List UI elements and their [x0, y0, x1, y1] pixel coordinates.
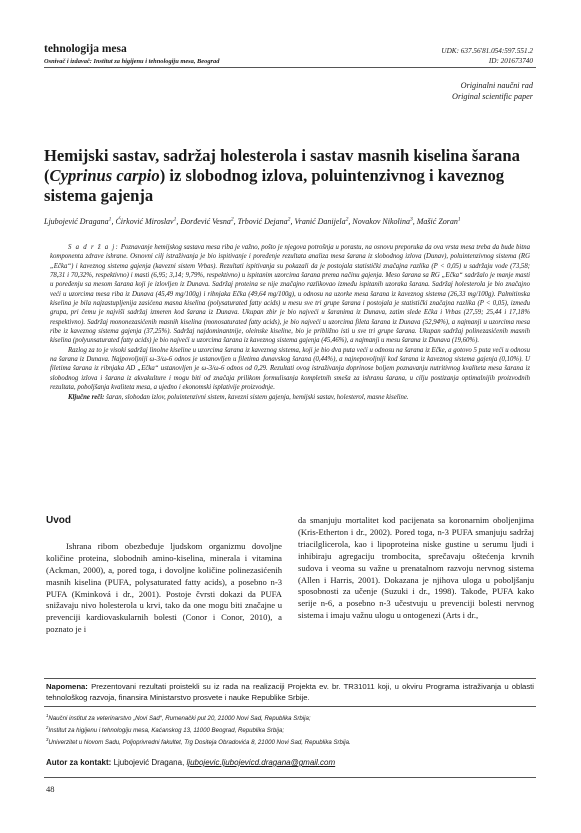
- author-affiliation-mark: 3: [409, 216, 413, 223]
- affiliation-row: [46, 725, 536, 737]
- intro-text-left: Ishrana ribom obezbeđuje ljudskom organizmu dovoljne količine proteina, slobodnih amino-kiselina, minerala i vitamina (Ackman, 2000), a, pored toga, i dovoljne količine polinezasićenih masnih kiselina (PUFA, polysaturated fatty acids), a posebno n-3 PUFA (Kminková i dr., 2001). Postoje čvrsti dokazi da PUFA snižavaju nivo holesterola u krvi, tako da one mogu biti značajne u prevenciji kardiovaskularnih bolesti (Conor i Conor, 2010), a poznato je i: [46, 540, 282, 635]
- author-separator: ,: [111, 217, 116, 226]
- title-part-2: ) iz slobodnog izlova, poluintenzivnog i kaveznog sistema gajenja: [44, 166, 505, 205]
- title-part-1: Hemijski sastav, sadržaj holesterola i sastav masnih kiselina šarana (: [44, 146, 520, 185]
- note-rule: [44, 678, 536, 679]
- author-name: Ljubojević Dragana: [44, 217, 109, 226]
- author-separator: ,: [348, 217, 353, 226]
- affiliation-row: [46, 713, 536, 725]
- udk-code: UDK: 637.56'81.054:597.551.2: [441, 47, 533, 55]
- intro-text-right: da smanjuju mortalitet kod pacijenata sa koronarnim oboljenjima (Kris-Etherton i dr., 2002). Pored toga, n-3 PUFA smanjuju sadržaj triacilglicerola, kao i lipoproteina niske gustine u serumu ljudi i inhibiraju agregaciju trombocita, sprečavaju oštećenja krvnih sudova i veoma su važne u prenatalnom razvoju nervnog sistema (Allen i Harris, 2001). Dokazana je njihova uloga u poboljšanju sposobnosti za učenje (Suzuki i dr., 1998). Takođe, PUFA kako serije n-6, a posebno n-3 učestvuju u prevenciji bolesti nervnog sistema i imaju važnu ulogu u ontogenezi (Arts i dr.,: [298, 515, 534, 621]
- paper-title: [44, 146, 524, 206]
- funding-note: [46, 681, 534, 703]
- author-name: Mašić Zoran: [416, 217, 458, 226]
- author-affiliation-mark: 2: [345, 216, 349, 223]
- section-heading: Uvod: [46, 515, 71, 526]
- article-id: ID: 201673740: [488, 57, 533, 65]
- author-list: [44, 216, 524, 227]
- paper-type-local: Originalni naučni rad: [460, 81, 533, 90]
- keywords-label: Ključne reči:: [68, 393, 105, 401]
- affiliation-mark: 1: [46, 712, 49, 718]
- publisher-line: Osnivač i izdavač: Institut za higijenu i tehnologiju mesa, Beograd: [44, 58, 220, 65]
- keywords-list: šaran, slobodan izlov, poluintenzivni sistem, kavezni sistem gajenja, hemijski sastav, holesterol, masne kiseline.: [106, 393, 409, 401]
- contact-name: Ljubojević Dragana,: [113, 758, 185, 767]
- author-separator: ,: [290, 217, 295, 226]
- column-left: [46, 515, 282, 636]
- affiliation-mark: 3: [46, 736, 49, 742]
- paper-type: [452, 80, 533, 102]
- footer-rule: [44, 777, 536, 778]
- author-separator: ,: [412, 217, 417, 226]
- author-separator: ,: [233, 217, 238, 226]
- affiliation-mark: 2: [46, 724, 49, 730]
- author-affiliation-mark: 1: [457, 216, 461, 223]
- author-name: Trbović Dejana: [237, 217, 288, 226]
- author-name: Vranić Danijela: [294, 217, 346, 226]
- author-affiliation-mark: 1: [108, 216, 112, 223]
- note-text: Prezentovani rezultati proistekli su iz rada na realizaciji Projekta ev. br. TR31011 koji, u okviru Programa istraživanja u oblasti tehnološkog razvoja, finansira Ministarstvo prosvete i nauke Republike Srbije.: [46, 682, 535, 702]
- classification-block: [441, 46, 533, 66]
- page-number: 48: [46, 784, 55, 794]
- affiliations: [46, 713, 536, 748]
- abstract: [50, 243, 530, 402]
- affiliation-text: Institut za higijenu i tehnologiju mesa, Kaćanskog 13, 11000 Beograd, Republika Srbija;: [48, 726, 285, 734]
- contact-label: Autor za kontakt:: [46, 758, 112, 767]
- abstract-label: S a d r ž a j:: [68, 244, 119, 251]
- title-species: Cyprinus carpio: [49, 166, 160, 185]
- contact-email[interactable]: ljubojevic.ljubojevicd.dragana@gmail.com: [186, 758, 336, 767]
- author-name: Đorđević Vesna: [180, 217, 231, 226]
- affiliation-text: Naučni institut za veterinarstvo „Novi Sad“, Rumenački put 20, 21000 Novi Sad, Republika Srbija;: [48, 715, 311, 722]
- journal-title: tehnologija mesa: [44, 43, 127, 55]
- affiliation-rule: [44, 706, 536, 707]
- author-affiliation-mark: 1: [173, 216, 177, 223]
- abstract-paragraph-1: Poznavanje hemijskog sastava mesa riba je važno, pošto je njegova potrošnja u porastu, na osnovu preporuka da ova vrsta mesa treba da bude bitna komponenta zdrave ishrane. Osnovni cilj istraživanja je bio ispitivanje i poređenje rezultata analiza mesa šarana iz slobodnog izlova (Dunav), poluintenzivnog sistema (RG „Ečka“) i kaveznog sistema gajenja (kavezni sistem Vrbas). Rezultati ispitivanja su pokazali da je postojala statistički značajna razlika (P < 0,05) u sadržaju vode (73,58; 78,31 i 70,32%, respektivno) i masti (6,95; 3,14; 9,79%, respektivno) u ispitanim uzorcima šarana prema načinu gajenja. Meso šarana sa RG „Ečka“ sadržalo je manje masti u poređenju sa mesom šarana koji je izlovljen iz Dunava. Sadržaj proteina se nije značajno razlikovao između ispitanih uzoraka šarana. Sadržaj holesterola je bio značajno veći u uzorcima mesa riba iz Dunava (45,49 mg/100g) i ribnjaka Ečka (49,64 mg/100g), u odnosu na uzorke mesa šarana iz kaveznog sistema (26,33 mg/100g). Palmitinska kiselina je bila najzastupljenija zasićena masna kiselina (polysaturated fatty acids) u mesu sve tri grupe šarana i postojala je statistički značajna razlika (P < 0,05), između grupa, pri čemu je najviši sadržaj izmeren kod šarana iz Dunava. Ukupan zbir je bio najveći u šaranima iz Dunava, zatim slede Ečka i Vrbas (27,59; 25,44 i 17,18% respektivno). Sadržaj mononezasićenih masnih kiselina (monosaturated fatty acids), je bio najveći u uzorcima fileta šarana iz Dunava (52,94%), a najmanji u uzorcima mesa ribe iz kaveznog sistema gajenja (37,25%). Sadržaj najdominantnije, oleinske kiseline, bio je približno isti u sve tri grupe šarana. Ukupan sadržaj polinezasićenih masnih kiselina (polyunsaturated fatty acids) je bio najveći u uzorcima šarana iz kaveznog sistema gajenja (45,46%), a najmanji u mesu šarana iz Dunava (19,60%).: [50, 244, 531, 345]
- affiliation-text: Univerzitet u Novom Sadu, Poljoprivredni fakultet, Trg Dositeja Obradovića 8, 21000 Novi Sad, Republika Srbija.: [48, 738, 351, 746]
- affiliation-row: [46, 737, 536, 749]
- contact-line: [46, 758, 335, 767]
- author-name: Ćirković Miroslav: [115, 217, 174, 226]
- column-right: [298, 515, 534, 622]
- paper-type-english: Original scientific paper: [452, 92, 533, 101]
- author-separator: ,: [176, 217, 181, 226]
- note-label: Napomena:: [46, 682, 88, 691]
- author-name: Novakov Nikolina: [352, 217, 410, 226]
- abstract-paragraph-2: Razlog za to je visoki sadržaj linolne kiseline u uzorcima šarana iz kaveznog sistema, koji je bio dva puta veći u odnosu na šarana iz Ečke, a gotovo 5 puta veći u odnosu na šarana iz Dunava. Najpovoljniji ω-3/ω-6 odnos je ustanovljen u filetima dunavskog šarana (0,44%), a najnepovoljniji kod šarana iz kaveznog sistema gajenja (0,10%). U filetima šarana iz ribnjaka AD „Ečka“ ustanovljen je ω-3/ω-6 odnos od 0,29. Rezultati ovog istraživanja doprinose boljem poznavanju nutritivnog kvaliteta mesa šarana iz slobodnog izlova i šarana iz akvakulture i mogu biti od značaja prilikom formulisanja kompletnih smeša za ishranu šarana, u cilju postizanja optimalnijih proizvodnih rezultata, poboljšanja kvaliteta mesa, a ujedno i ekonomski isplativije proizvodnje.: [50, 346, 530, 392]
- author-affiliation-mark: 2: [230, 216, 234, 223]
- header-rule: [44, 67, 536, 68]
- author-affiliation-mark: 2: [287, 216, 291, 223]
